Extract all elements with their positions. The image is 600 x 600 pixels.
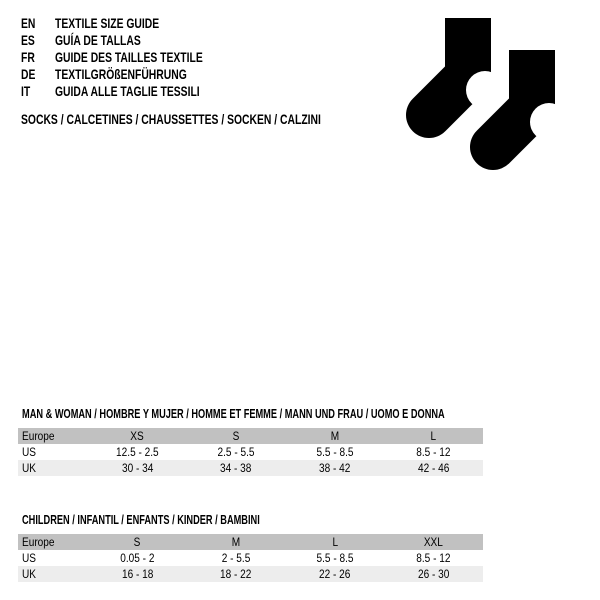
table-row-uk	[18, 460, 483, 476]
size-cell: 2 - 5.5	[221, 551, 251, 565]
category-heading: SOCKS / CALCETINES / CHAUSSETTES / SOCKEN / CALZINI	[21, 111, 321, 127]
column-header: M	[330, 429, 340, 443]
size-cell: 26 - 30	[417, 567, 450, 581]
language-row-it	[21, 82, 255, 99]
table-row-us	[18, 444, 483, 460]
language-code: EN	[21, 14, 36, 31]
row-label: UK	[22, 461, 37, 475]
language-row-es	[21, 31, 255, 48]
table-title-man-woman: MAN & WOMAN / HOMBRE Y MUJER / HOMME ET FEMME / MANN UND FRAU / UOMO E DONNA	[22, 406, 445, 421]
table-header-row	[18, 534, 483, 550]
language-code: IT	[21, 82, 31, 99]
size-cell: 18 - 22	[220, 567, 252, 581]
column-header: L	[332, 535, 338, 549]
size-cell: 42 - 46	[417, 461, 450, 475]
guide-title-fr: GUIDE DES TAILLES TEXTILE	[55, 48, 203, 65]
row-label: UK	[22, 567, 37, 581]
socks-icon	[403, 14, 559, 174]
size-cell: 30 - 34	[121, 461, 154, 475]
size-cell: 0.05 - 2	[120, 551, 155, 565]
size-cell: 2.5 - 5.5	[217, 445, 255, 459]
table-row-uk	[18, 566, 483, 582]
guide-title-it: GUIDA ALLE TAGLIE TESSILI	[55, 82, 200, 99]
size-table-children	[18, 534, 483, 582]
size-cell: 16 - 18	[121, 567, 154, 581]
guide-title-de: TEXTILGRÖßENFÜHRUNG	[55, 65, 187, 82]
guide-title-en: TEXTILE SIZE GUIDE	[55, 14, 160, 31]
column-header: S	[232, 429, 240, 443]
column-header: S	[134, 535, 141, 549]
size-cell: 5.5 - 8.5	[316, 445, 354, 459]
size-cell: 8.5 - 12	[416, 445, 451, 459]
language-code: ES	[21, 31, 35, 48]
column-header: L	[430, 429, 437, 443]
language-code: DE	[21, 65, 36, 82]
size-cell: 12.5 - 2.5	[116, 445, 159, 459]
table-title-children: CHILDREN / INFANTIL / ENFANTS / KINDER / BAMBINI	[22, 512, 260, 527]
size-cell: 34 - 38	[220, 461, 252, 475]
table-header-row	[18, 428, 483, 444]
row-label: US	[22, 445, 37, 459]
column-header: M	[231, 535, 241, 549]
language-row-de	[21, 65, 255, 82]
guide-title-es: GUÍA DE TALLAS	[55, 31, 141, 48]
row-label: US	[22, 551, 37, 565]
size-cell: 8.5 - 12	[416, 551, 451, 565]
language-code: FR	[21, 48, 35, 65]
column-header: XS	[130, 429, 145, 443]
language-list	[21, 14, 255, 99]
size-cell: 22 - 26	[319, 567, 351, 581]
column-header: XXL	[424, 535, 444, 549]
column-header: Europe	[22, 535, 55, 549]
size-cell: 38 - 42	[319, 461, 351, 475]
language-row-en	[21, 14, 255, 31]
size-table-man-woman	[18, 428, 483, 476]
size-cell: 5.5 - 8.5	[316, 551, 354, 565]
column-header: Europe	[22, 429, 55, 443]
language-row-fr	[21, 48, 255, 65]
table-row-us	[18, 550, 483, 566]
